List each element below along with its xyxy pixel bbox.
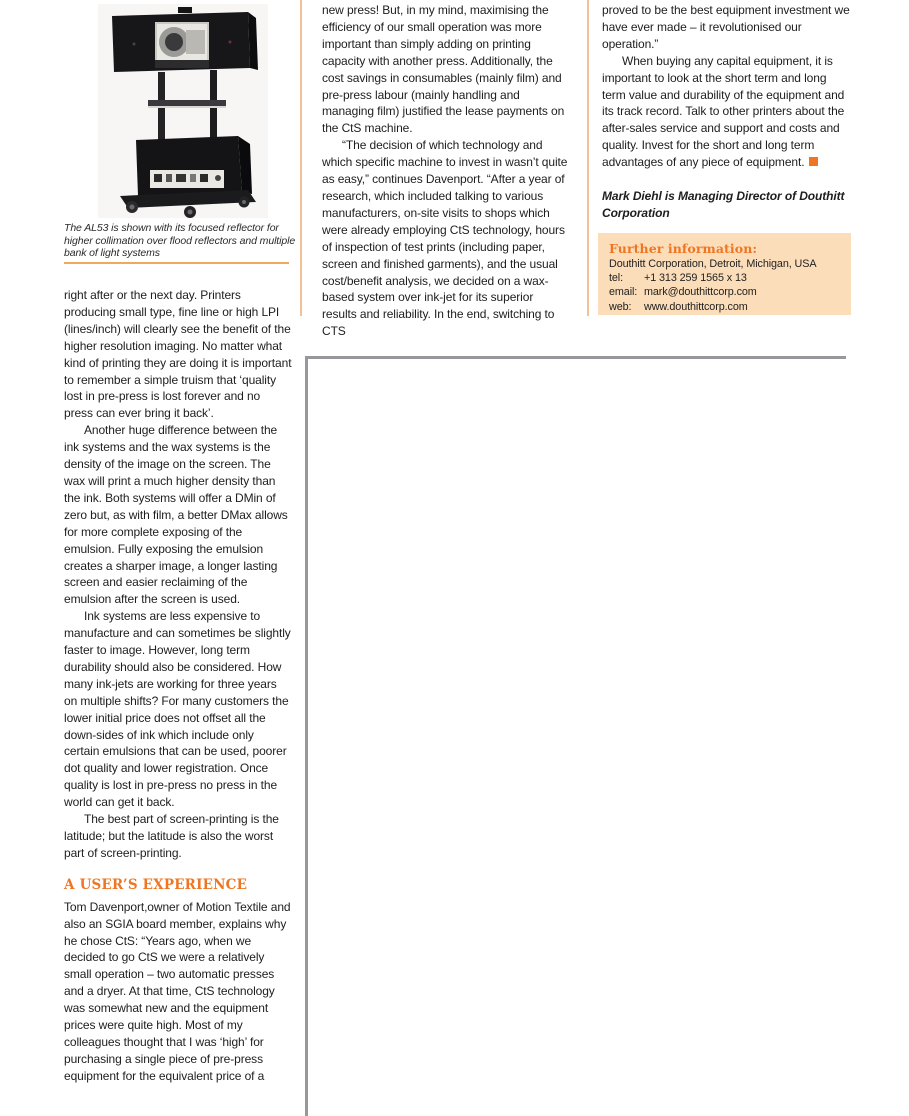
body-paragraph: “The decision of which technology and which specific machine to invest in wasn’t quite as easy,” continues Davenport. “After a year of research, which included talking to various manufacturers, on-site visits to shops which were already employing CtS technology, hours of inspection of test prints (including paper, screen and finished garments), and the usual cost/benefit analysis, we decided on a wax-based system over ink-jet for its superior results and reliability. In the end, switching to CTS <box>322 138 568 339</box>
info-company: Douthitt Corporation, Detroit, Michigan, USA <box>609 258 817 270</box>
body-paragraph: The best part of screen-printing is the latitude; but the latitude is also the worst part of screen-printing. <box>64 812 279 860</box>
section-heading-users-experience: A USER’S EXPERIENCE <box>64 876 248 893</box>
body-paragraph: Tom Davenport,owner of Motion Textile and also an SGIA board member, explains why he chose CtS: “Years ago, when we decided to go CtS we were a relatively small operation – two automatic presses and a dryer. At that time, CtS technology was somewhat new and the equipment prices were quite high. Most of my colleagues thought that I was ‘high’ for purchasing a single piece of pre-press equipment for the equivalent price of a <box>64 899 291 1083</box>
further-information-box <box>598 233 851 315</box>
body-paragraph: Another huge difference between the ink systems and the wax systems is the density of the image on the screen. The wax will print a much higher density than the ink. Both systems will offer a DMin of zero but, as with film, a better DMax allows for more complete exposing of the emulsion. Fully exposing the emulsion creates a sharper image, a longer lasting screen and easier reclaiming of the emulsion after the screen is used. <box>64 423 288 607</box>
email-label: email: <box>609 286 638 299</box>
column-separator-right <box>587 0 589 316</box>
middle-column <box>322 2 568 340</box>
caption-divider-rule <box>64 262 289 264</box>
al53-photo-illustration <box>98 4 268 218</box>
end-of-article-marker <box>809 157 818 166</box>
body-paragraph: Ink systems are less expensive to manufacture and can sometimes be slightly faster to image. However, long term durability should also be considered. How many ink-jets are working for three years on multiple shifts? For many customers the lower initial price does not offset all the down-sides of ink which include only certain emulsions that can be used, poorer dot quality and lower registration. Once quality is lost in pre-press no press in the world can get it back. <box>64 609 291 810</box>
tel-label: tel: <box>609 272 624 285</box>
info-row-email <box>609 285 851 299</box>
body-paragraph: new press! But, in my mind, maximising the efficiency of our small operation was more important than simply adding on printing capacity with another press. Additionally, the cost savings in consumables (mainly film) and pre-press labour (mainly handling and managing film) justified the lease payments on the CtS machine. <box>322 3 565 136</box>
left-column <box>64 287 292 1085</box>
photo-caption: The AL53 is shown with its focused reflector for higher collimation over flood reflectors and multiple bank of light systems <box>64 222 296 259</box>
tel-value: +1 313 259 1565 x 13 <box>644 272 747 285</box>
column-separator-left <box>300 0 302 316</box>
email-value: mark@douthittcorp.com <box>644 286 757 299</box>
right-column <box>602 2 850 221</box>
body-paragraph <box>602 53 850 171</box>
web-value: www.douthittcorp.com <box>644 300 748 313</box>
web-label: web: <box>609 300 632 313</box>
info-row-tel <box>609 271 851 285</box>
info-box-title: Further information: <box>609 241 758 256</box>
paragraph-text: When buying any capital equipment, it is important to look at the short term and long term value and durability of the equipment and its track record. Talk to other printers about the after-sales service and support and costs and quality. Invest for the short and long term advantages of any piece of equipment. <box>602 53 845 170</box>
empty-image-frame <box>305 356 846 1116</box>
product-photo-al53 <box>98 4 268 218</box>
author-byline: Mark Diehl is Managing Director of Douthitt Corporation <box>602 189 845 220</box>
body-paragraph: right after or the next day. Printers producing small type, fine line or high LPI (lines/inch) will clearly see the benefit of the higher resolution imaging. No matter what kind of printing they are doing it is important to remember a simple truism that ‘quality lost in pre-press is lost forever and no press can ever bring it back’. <box>64 288 292 421</box>
body-paragraph: proved to be the best equipment investment we have ever made – it revolutionised our operation.” <box>602 3 850 51</box>
info-row-web <box>609 300 851 314</box>
